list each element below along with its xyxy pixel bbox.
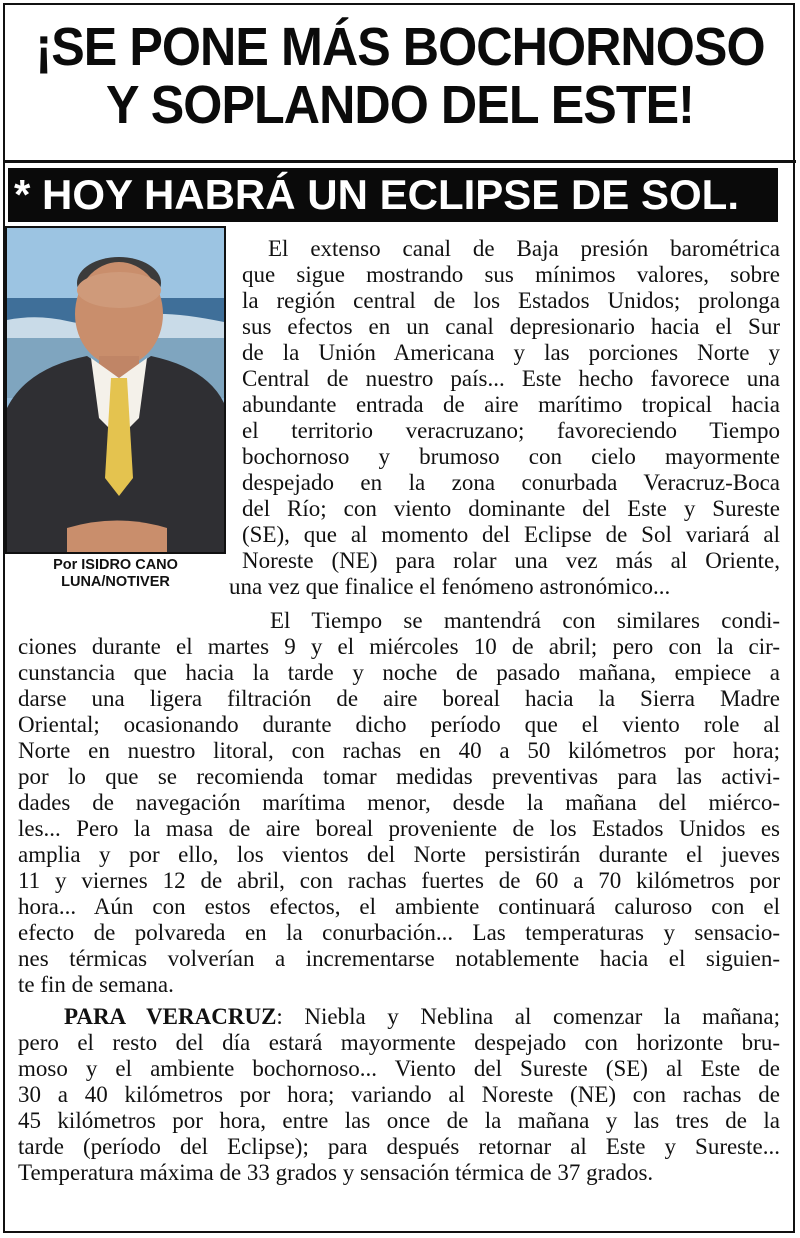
article-line: Noreste (NE) para rolar una vez más al Oriente,	[242, 548, 780, 573]
article-line: darse una ligera filtración de aire boreal hacia la Sierra Madre	[18, 686, 780, 711]
article-line: que sigue mostrando sus mínimos valores, sobre	[242, 262, 780, 287]
subheadline-banner: * HOY HABRÁ UN ECLIPSE DE SOL.	[8, 168, 778, 222]
article-line: Norte en nuestro litoral, con rachas en 40 a 50 kilómetros por hora;	[18, 738, 780, 763]
veracruz-first-line-text: : Niebla y Neblina al comenzar la mañana;	[276, 1004, 781, 1029]
article-line: hora... Aún con estos efectos, el ambiente continuará caluroso con el	[18, 894, 780, 919]
article-line: cunstancia que hacia la tarde y noche de pasado mañana, empiece a	[18, 660, 780, 685]
article-line: sus efectos en un canal depresionario hacia el Sur	[242, 314, 780, 339]
article-line: les... Pero la masa de aire boreal proveniente de los Estados Unidos es	[18, 816, 780, 841]
article-line: el territorio veracruzano; favoreciendo Tiempo	[242, 418, 780, 443]
article-line: moso y el ambiente bochornoso... Viento del Sureste (SE) al Este de	[18, 1056, 780, 1081]
author-photo	[5, 226, 226, 554]
article-line: abundante entrada de aire marítimo tropical hacia	[242, 392, 780, 417]
veracruz-label: PARA VERACRUZ	[64, 1004, 277, 1029]
article-line: por lo que se recomienda tomar medidas preventivas para las activi-	[18, 764, 780, 789]
headline	[28, 18, 772, 134]
article-line: del Río; con viento dominante del Este y Sureste	[242, 496, 780, 521]
article-line: Oriental; ocasionando durante dicho período que el viento role al	[18, 712, 780, 737]
article-line: 45 kilómetros por hora, entre las once de la mañana y las tres de la	[18, 1108, 780, 1133]
byline	[5, 557, 226, 591]
article-line: 30 a 40 kilómetros por hora; variando al Noreste (NE) con rachas de	[18, 1082, 780, 1107]
byline-agency: LUNA/NOTIVER	[61, 574, 170, 590]
article-line: te fin de semana.	[18, 972, 174, 997]
article-line: 11 y viernes 12 de abril, con rachas fuertes de 60 a 70 kilómetros por	[18, 868, 780, 893]
article-line: pero el resto del día estará mayormente despejado con horizonte bru-	[18, 1030, 780, 1055]
article-line: bochornoso y brumoso con cielo mayormente	[242, 444, 780, 469]
article-line: ciones durante el martes 9 y el miércoles 10 de abril; pero con la cir-	[18, 634, 780, 659]
article-line: (SE), que al momento del Eclipse de Sol variará al	[242, 522, 780, 547]
article-line: una vez que finalice el fenómeno astronómico...	[229, 574, 671, 599]
article-line: Temperatura máxima de 33 grados y sensación térmica de 37 grados.	[18, 1160, 654, 1185]
article-line: la región central de los Estados Unidos; prolonga	[242, 288, 780, 313]
byline-author: Por ISIDRO CANO	[53, 557, 178, 573]
headline-line-2: Y SOPLANDO DEL ESTE!	[106, 75, 694, 135]
headline-divider	[4, 160, 796, 163]
article-line: de la Unión Americana y las porciones Norte y	[242, 340, 780, 365]
author-photo-illustration	[7, 228, 224, 552]
article-line: tarde (período del Eclipse); para después retornar al Este y Sureste...	[18, 1134, 780, 1159]
article-line: amplia y por ello, los vientos del Norte persistirán durante el jueves	[18, 842, 780, 867]
article-line: El Tiempo se mantendrá con similares condi-	[270, 608, 780, 633]
article-line: Central de nuestro país... Este hecho favorece una	[242, 366, 780, 391]
headline-line-1: ¡SE PONE MÁS BOCHORNOSO	[35, 17, 765, 77]
article-line: efecto de polvareda en la conurbación... Las temperaturas y sensacio-	[18, 920, 780, 945]
article-line: El extenso canal de Baja presión barométrica	[268, 236, 780, 261]
article-line: despejado en la zona conurbada Veracruz-Boca	[242, 470, 780, 495]
article-line: nes térmicas volverían a incrementarse notablemente hacia el siguien-	[18, 946, 780, 971]
article-line	[64, 1004, 780, 1030]
article-line: dades de navegación marítima menor, desde la mañana del miérco-	[18, 790, 780, 815]
